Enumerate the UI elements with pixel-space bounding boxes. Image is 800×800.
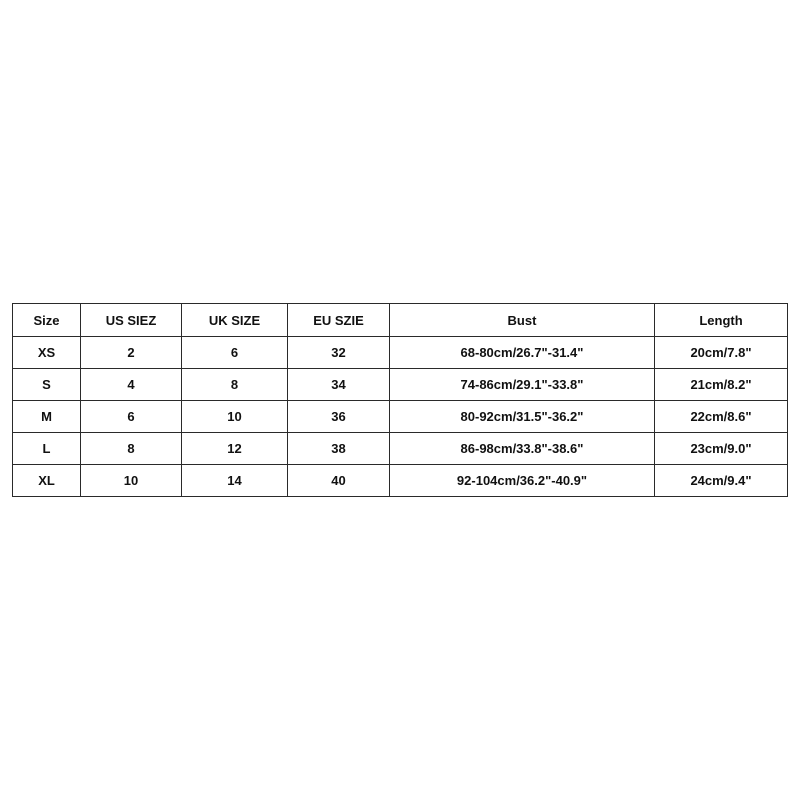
table-row (13, 465, 788, 497)
header-cell-uk-size: UK SIZE (182, 304, 288, 337)
size-chart-table (12, 303, 788, 497)
table-row (13, 369, 788, 401)
us-size-cell: 6 (81, 401, 182, 433)
uk-size-cell: 12 (182, 433, 288, 465)
eu-size-cell: 40 (288, 465, 390, 497)
uk-size-cell: 14 (182, 465, 288, 497)
bust-cell: 86-98cm/33.8"-38.6" (390, 433, 655, 465)
size-cell: XS (13, 337, 81, 369)
uk-size-cell: 10 (182, 401, 288, 433)
bust-cell: 92-104cm/36.2"-40.9" (390, 465, 655, 497)
eu-size-cell: 32 (288, 337, 390, 369)
eu-size-cell: 38 (288, 433, 390, 465)
us-size-cell: 2 (81, 337, 182, 369)
table-row (13, 337, 788, 369)
header-cell-length: Length (655, 304, 788, 337)
header-cell-bust: Bust (390, 304, 655, 337)
header-cell-us-size: US SIEZ (81, 304, 182, 337)
eu-size-cell: 36 (288, 401, 390, 433)
size-cell: M (13, 401, 81, 433)
table-row (13, 433, 788, 465)
table-header-row (13, 304, 788, 337)
bust-cell: 74-86cm/29.1"-33.8" (390, 369, 655, 401)
bust-cell: 68-80cm/26.7"-31.4" (390, 337, 655, 369)
header-cell-size: Size (13, 304, 81, 337)
uk-size-cell: 8 (182, 369, 288, 401)
table-row (13, 401, 788, 433)
header-cell-eu-size: EU SZIE (288, 304, 390, 337)
length-cell: 21cm/8.2" (655, 369, 788, 401)
uk-size-cell: 6 (182, 337, 288, 369)
us-size-cell: 8 (81, 433, 182, 465)
size-cell: L (13, 433, 81, 465)
length-cell: 24cm/9.4" (655, 465, 788, 497)
bust-cell: 80-92cm/31.5"-36.2" (390, 401, 655, 433)
length-cell: 20cm/7.8" (655, 337, 788, 369)
length-cell: 22cm/8.6" (655, 401, 788, 433)
eu-size-cell: 34 (288, 369, 390, 401)
us-size-cell: 4 (81, 369, 182, 401)
length-cell: 23cm/9.0" (655, 433, 788, 465)
size-cell: S (13, 369, 81, 401)
us-size-cell: 10 (81, 465, 182, 497)
size-cell: XL (13, 465, 81, 497)
